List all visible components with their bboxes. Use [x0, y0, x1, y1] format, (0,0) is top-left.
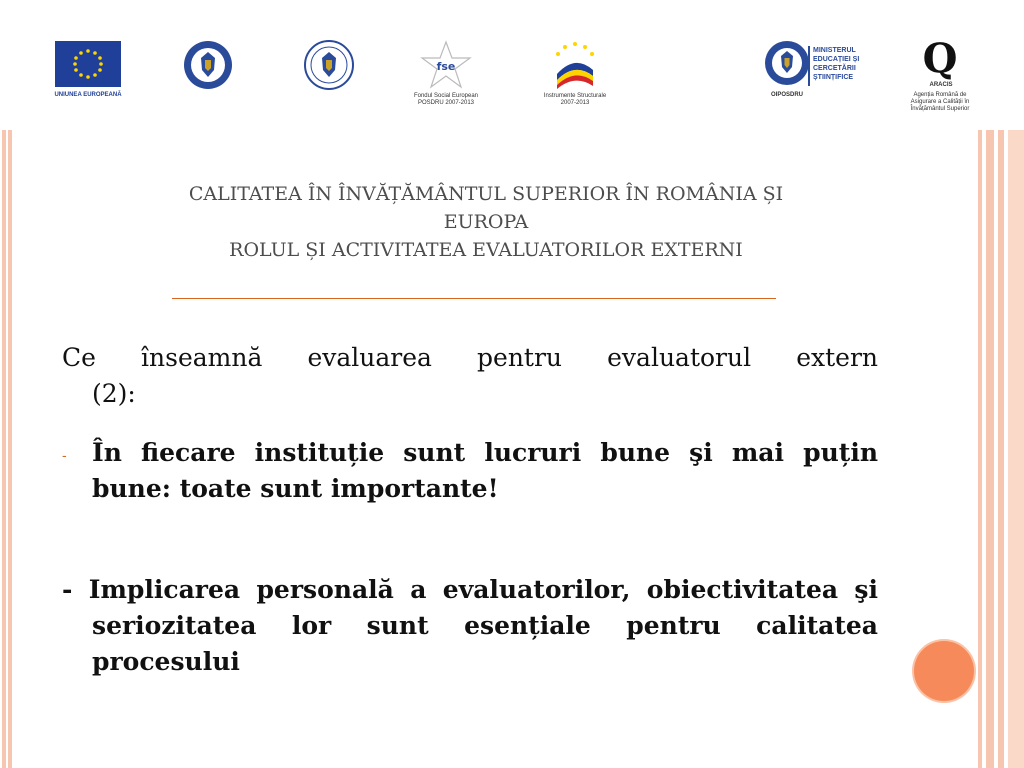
aracis-line-2: Asigurare a Calității în — [910, 99, 970, 105]
right-stripe-3 — [998, 130, 1004, 768]
minister-line-1: MINISTERUL — [813, 47, 856, 54]
minister-text-block — [808, 46, 870, 86]
intro-line-1: Ce înseamnă evaluarea pentru evaluatorul extern — [62, 343, 878, 372]
minister-line-3: CERCETĂRII — [813, 65, 856, 72]
title-line-2: EUROPA — [443, 211, 529, 233]
is-caption-1: Instrumente Structurale — [543, 93, 607, 99]
intro-line-2: (2): — [92, 379, 136, 408]
intro-paragraph — [62, 340, 878, 412]
decorative-circle — [914, 641, 974, 701]
government-seal-logo — [183, 40, 233, 90]
left-stripes — [0, 130, 14, 768]
is-caption-2: 2007-2013 — [560, 100, 590, 106]
aracis-q-letter: Q — [922, 35, 958, 82]
left-stripe-2 — [8, 130, 12, 768]
bullet-1-text: În fiecare instituție sunt lucruri bune şi mai puțin bune: toate sunt importante! — [92, 438, 878, 503]
aracis-line-1: Agenția Română de — [913, 92, 967, 98]
oiposdru-caption: OIPOSDRU — [770, 92, 803, 98]
title-line-1: CALITATEA ÎN ÎNVĂȚĂMÂNTUL SUPERIOR ÎN ROMÂNIA ȘI — [188, 183, 784, 205]
bullet-1 — [62, 435, 878, 507]
eu-caption: UNIUNEA EUROPEANĂ — [54, 92, 122, 98]
left-stripe-1 — [2, 130, 6, 768]
minister-line-4: ȘTIINȚIFICE — [813, 74, 854, 81]
eu-flag-logo — [55, 41, 121, 87]
right-stripe-1 — [978, 130, 982, 768]
fse-mark-text: fse — [436, 60, 456, 73]
fse-caption-2: POSDRU 2007-2013 — [417, 100, 475, 106]
oiposdru-seal-logo — [764, 40, 810, 86]
fse-caption-1: Fondul Social European — [413, 93, 479, 99]
slide-title — [80, 180, 892, 264]
structural-instruments-logo — [549, 40, 601, 90]
right-stripe-2 — [986, 130, 994, 768]
ministry-seal-logo — [304, 40, 354, 90]
bullet-2-text: - Implicarea personală a evaluatorilor, obiectivitatea şi seriozitatea lor sunt esențiale pentru calitatea procesului — [62, 575, 878, 676]
fse-star-logo — [420, 40, 472, 90]
aracis-line-3: Învățământul Superior — [910, 106, 970, 112]
aracis-tag: ARACIS — [929, 82, 953, 88]
bullet-2 — [62, 572, 878, 680]
right-stripe-4 — [1008, 130, 1024, 768]
bullet-dash: - — [62, 447, 67, 463]
title-underline — [172, 298, 776, 299]
title-line-3: ROLUL ȘI ACTIVITATEA EVALUATORILOR EXTERNI — [229, 239, 743, 261]
aracis-logo — [906, 36, 974, 118]
logo-bar — [0, 0, 1024, 128]
right-stripes — [978, 130, 1024, 768]
minister-line-2: EDUCAȚIEI ȘI — [813, 56, 860, 63]
